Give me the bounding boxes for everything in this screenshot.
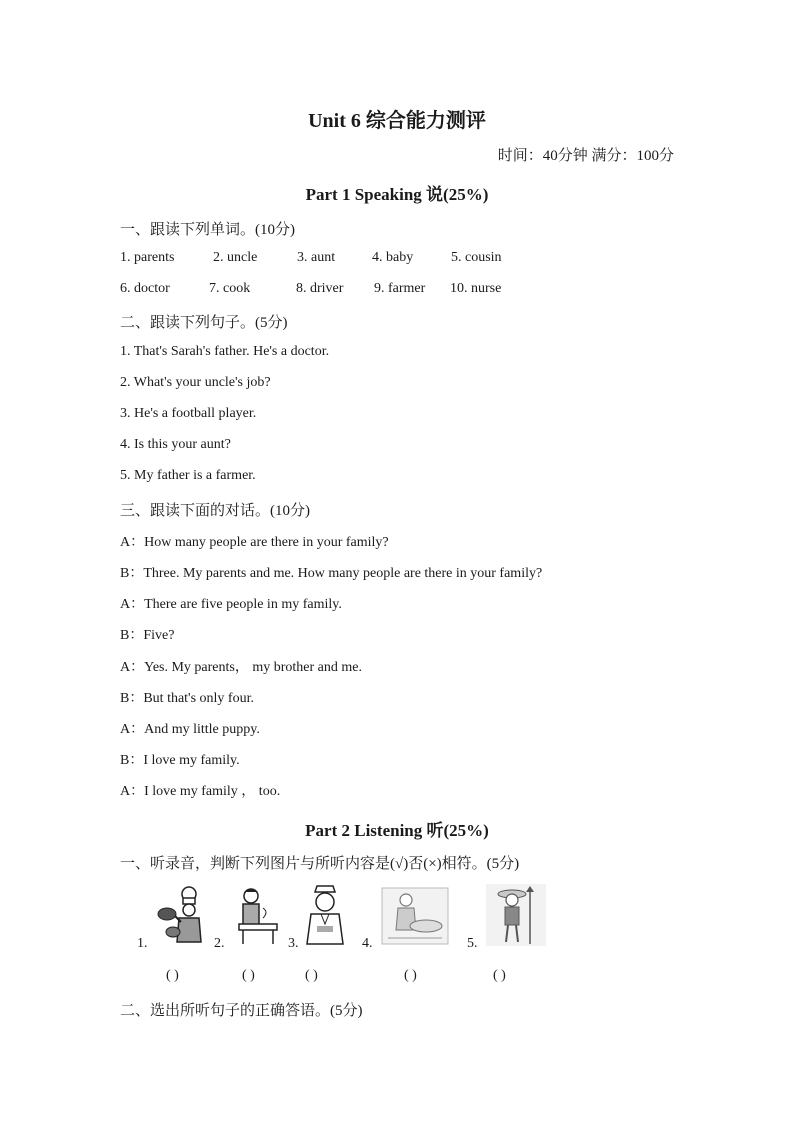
dialogue-line: A：Yes. My parents， my brother and me.	[120, 660, 362, 675]
sentence-item: 5. My father is a farmer.	[120, 468, 256, 483]
part2-section2: 二、选出所听句子的正确答语。(5分)	[120, 1003, 363, 1019]
picture-number: 5.	[467, 936, 478, 951]
answer-blank[interactable]: ( )	[166, 968, 179, 983]
answer-blank[interactable]: ( )	[242, 968, 255, 983]
exam-meta: 时间：40分钟 满分：100分	[497, 148, 674, 164]
dialogue-line: A：There are five people in my family.	[120, 597, 342, 612]
dialogue-line: B：But that's only four.	[120, 691, 254, 706]
sentence-item: 4. Is this your aunt?	[120, 437, 231, 452]
part1-heading: Part 1 Speaking 说(25%)	[305, 185, 489, 204]
answer-blank[interactable]: ( )	[493, 968, 506, 983]
word-item: 9. farmer	[374, 281, 426, 296]
answer-blank[interactable]: ( )	[305, 968, 318, 983]
sentence-item: 3. He's a football player.	[120, 406, 257, 421]
word-item: 10. nurse	[450, 281, 502, 296]
part1-section2: 二、跟读下列句子。(5分)	[120, 315, 288, 331]
picture-number: 1.	[137, 936, 148, 951]
dialogue-line: A：How many people are there in your family?	[120, 535, 389, 550]
word-item: 8. driver	[296, 281, 344, 296]
farmer-illustration	[486, 884, 546, 951]
word-item: 6. doctor	[120, 281, 170, 296]
word-item: 3. aunt	[297, 250, 336, 265]
word-item: 7. cook	[209, 281, 251, 296]
dialogue-line: B：I love my family.	[120, 753, 240, 768]
word-item: 2. uncle	[213, 250, 258, 265]
sentence-item: 2. What's your uncle's job?	[120, 375, 271, 390]
part2-section1: 一、听录音，判断下列图片与所听内容是(√)否(×)相符。(5分)	[120, 856, 520, 872]
picture-number: 3.	[288, 936, 299, 951]
word-item: 1. parents	[120, 250, 175, 265]
driver-illustration	[380, 884, 450, 951]
part2-heading: Part 2 Listening 听(25%)	[305, 821, 489, 840]
dialogue-line: A：I love my family ， too.	[120, 784, 281, 799]
word-item: 5. cousin	[451, 250, 502, 265]
man-at-desk-illustration	[233, 884, 281, 951]
answer-blank[interactable]: ( )	[404, 968, 417, 983]
dialogue-line: A：And my little puppy.	[120, 722, 260, 737]
dialogue-line: B：Five?	[120, 628, 175, 643]
word-item: 4. baby	[372, 250, 414, 265]
words-row-2	[0, 281, 794, 301]
cook-illustration	[155, 884, 213, 951]
page-title: Unit 6 综合能力测评	[308, 110, 486, 132]
words-row-1	[0, 250, 794, 270]
nurse-illustration	[303, 884, 347, 951]
part1-section3: 三、跟读下面的对话。(10分)	[120, 503, 310, 519]
dialogue-line: B：Three. My parents and me. How many people are there in your family?	[120, 566, 543, 581]
part1-section1: 一、跟读下列单词。(10分)	[120, 222, 295, 238]
picture-number: 2.	[214, 936, 225, 951]
sentence-item: 1. That's Sarah's father. He's a doctor.	[120, 344, 330, 359]
picture-number: 4.	[362, 936, 373, 951]
